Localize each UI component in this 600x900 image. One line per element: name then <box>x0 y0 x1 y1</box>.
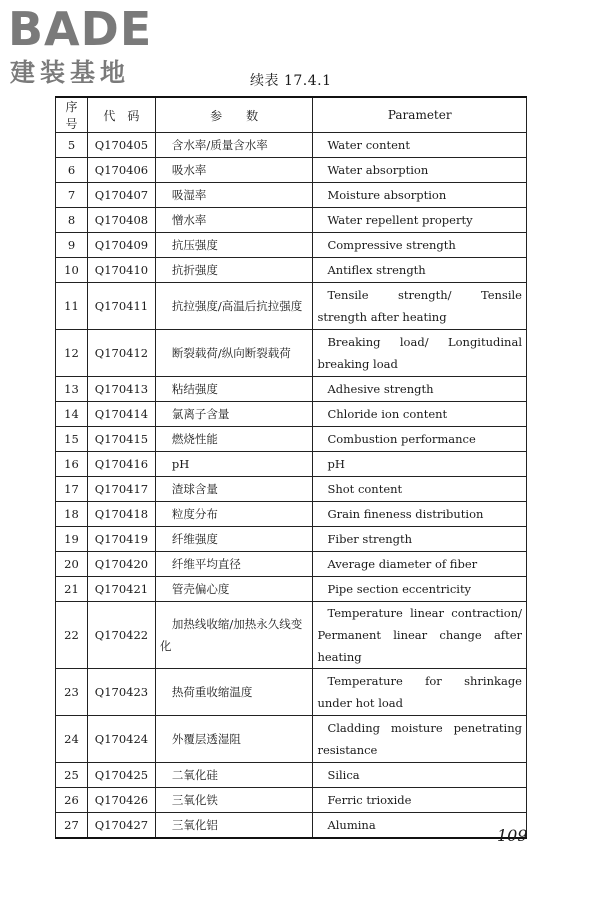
row-parameter-en: Temperature linear contraction/ Permanent linear change after heating <box>313 602 527 669</box>
table-row <box>56 377 527 402</box>
row-parameter-en: Average diameter of fiber <box>313 552 527 577</box>
row-number: 27 <box>56 813 88 839</box>
row-parameter-en: Alumina <box>313 813 527 839</box>
row-code: Q170424 <box>87 716 155 763</box>
row-code: Q170410 <box>87 258 155 283</box>
bade-logo <box>8 4 178 90</box>
table-row <box>56 133 527 158</box>
row-parameter-cn: 渣球含量 <box>155 477 313 502</box>
table-row <box>56 502 527 527</box>
row-code: Q170420 <box>87 552 155 577</box>
table-row <box>56 183 527 208</box>
row-number: 21 <box>56 577 88 602</box>
row-parameter-en: Tensile strength/ Tensile strength after heating <box>313 283 527 330</box>
logo-brand: BADE <box>8 2 153 56</box>
header-parameter: Parameter <box>313 97 527 133</box>
row-code: Q170405 <box>87 133 155 158</box>
row-parameter-en: Grain fineness distribution <box>313 502 527 527</box>
row-number: 15 <box>56 427 88 452</box>
table-header-row <box>56 97 527 133</box>
row-code: Q170413 <box>87 377 155 402</box>
row-code: Q170407 <box>87 183 155 208</box>
row-number: 5 <box>56 133 88 158</box>
row-parameter-cn: 抗压强度 <box>155 233 313 258</box>
table-row <box>56 330 527 377</box>
header-cn: 参 数 <box>155 97 313 133</box>
row-code: Q170414 <box>87 402 155 427</box>
table-row <box>56 669 527 716</box>
header-no: 序号 <box>56 97 88 133</box>
row-parameter-en: Water repellent property <box>313 208 527 233</box>
row-parameter-cn: 纤维强度 <box>155 527 313 552</box>
row-number: 23 <box>56 669 88 716</box>
row-code: Q170416 <box>87 452 155 477</box>
row-parameter-en: Temperature for shrinkage under hot load <box>313 669 527 716</box>
row-code: Q170422 <box>87 602 155 669</box>
row-parameter-cn: 氯离子含量 <box>155 402 313 427</box>
row-parameter-cn: 管壳偏心度 <box>155 577 313 602</box>
row-number: 22 <box>56 602 88 669</box>
row-parameter-en: Water absorption <box>313 158 527 183</box>
table-row <box>56 233 527 258</box>
row-parameter-en: Cladding moisture penetrating resistance <box>313 716 527 763</box>
row-parameter-en: Combustion performance <box>313 427 527 452</box>
row-number: 6 <box>56 158 88 183</box>
row-number: 25 <box>56 763 88 788</box>
row-parameter-en: Breaking load/ Longitudinal breaking load <box>313 330 527 377</box>
row-parameter-cn: 粒度分布 <box>155 502 313 527</box>
table-row <box>56 813 527 839</box>
row-parameter-cn: 外覆层透湿阻 <box>155 716 313 763</box>
row-parameter-cn: 热荷重收缩温度 <box>155 669 313 716</box>
row-parameter-en: Ferric trioxide <box>313 788 527 813</box>
row-code: Q170417 <box>87 477 155 502</box>
row-parameter-en: Compressive strength <box>313 233 527 258</box>
table-row <box>56 283 527 330</box>
row-number: 13 <box>56 377 88 402</box>
row-parameter-cn: 断裂载荷/纵向断裂载荷 <box>155 330 313 377</box>
row-parameter-cn: 吸湿率 <box>155 183 313 208</box>
row-code: Q170419 <box>87 527 155 552</box>
row-code: Q170409 <box>87 233 155 258</box>
table-row <box>56 602 527 669</box>
row-parameter-en: Pipe section eccentricity <box>313 577 527 602</box>
row-parameter-cn: 加热线收缩/加热永久线变化 <box>155 602 313 669</box>
row-parameter-cn: pH <box>155 452 313 477</box>
row-number: 8 <box>56 208 88 233</box>
row-code: Q170425 <box>87 763 155 788</box>
table-row <box>56 208 527 233</box>
row-number: 17 <box>56 477 88 502</box>
table-caption: 续表 17.4.1 <box>250 73 332 89</box>
table-row <box>56 402 527 427</box>
row-parameter-en: Fiber strength <box>313 527 527 552</box>
row-parameter-cn: 憎水率 <box>155 208 313 233</box>
table-row <box>56 577 527 602</box>
row-number: 18 <box>56 502 88 527</box>
row-number: 19 <box>56 527 88 552</box>
row-parameter-en: Chloride ion content <box>313 402 527 427</box>
row-parameter-en: pH <box>313 452 527 477</box>
row-code: Q170408 <box>87 208 155 233</box>
row-number: 7 <box>56 183 88 208</box>
row-number: 9 <box>56 233 88 258</box>
row-number: 14 <box>56 402 88 427</box>
row-parameter-en: Water content <box>313 133 527 158</box>
table-row <box>56 716 527 763</box>
row-parameter-cn: 纤维平均直径 <box>155 552 313 577</box>
row-parameter-cn: 粘结强度 <box>155 377 313 402</box>
parameter-table <box>55 96 527 839</box>
row-parameter-en: Antiflex strength <box>313 258 527 283</box>
row-parameter-cn: 抗折强度 <box>155 258 313 283</box>
row-code: Q170418 <box>87 502 155 527</box>
row-number: 10 <box>56 258 88 283</box>
row-number: 20 <box>56 552 88 577</box>
table-row <box>56 158 527 183</box>
row-code: Q170415 <box>87 427 155 452</box>
row-parameter-en: Shot content <box>313 477 527 502</box>
row-code: Q170406 <box>87 158 155 183</box>
row-number: 16 <box>56 452 88 477</box>
row-parameter-en: Moisture absorption <box>313 183 527 208</box>
row-parameter-cn: 三氧化铝 <box>155 813 313 839</box>
row-code: Q170411 <box>87 283 155 330</box>
row-parameter-en: Silica <box>313 763 527 788</box>
logo-subtitle: 建装基地 <box>10 58 131 87</box>
row-parameter-cn: 含水率/质量含水率 <box>155 133 313 158</box>
row-parameter-en: Adhesive strength <box>313 377 527 402</box>
row-parameter-cn: 三氧化铁 <box>155 788 313 813</box>
header-code: 代 码 <box>87 97 155 133</box>
row-parameter-cn: 吸水率 <box>155 158 313 183</box>
row-code: Q170421 <box>87 577 155 602</box>
row-number: 11 <box>56 283 88 330</box>
row-number: 12 <box>56 330 88 377</box>
table-row <box>56 788 527 813</box>
page-number: 109 <box>497 826 528 845</box>
row-parameter-cn: 燃烧性能 <box>155 427 313 452</box>
row-number: 26 <box>56 788 88 813</box>
table-row <box>56 527 527 552</box>
row-code: Q170426 <box>87 788 155 813</box>
row-number: 24 <box>56 716 88 763</box>
table-row <box>56 477 527 502</box>
row-code: Q170412 <box>87 330 155 377</box>
table-row <box>56 763 527 788</box>
table-row <box>56 452 527 477</box>
table-row <box>56 552 527 577</box>
row-parameter-cn: 抗拉强度/高温后抗拉强度 <box>155 283 313 330</box>
table-row <box>56 258 527 283</box>
row-code: Q170427 <box>87 813 155 839</box>
row-parameter-cn: 二氧化硅 <box>155 763 313 788</box>
table-row <box>56 427 527 452</box>
row-code: Q170423 <box>87 669 155 716</box>
